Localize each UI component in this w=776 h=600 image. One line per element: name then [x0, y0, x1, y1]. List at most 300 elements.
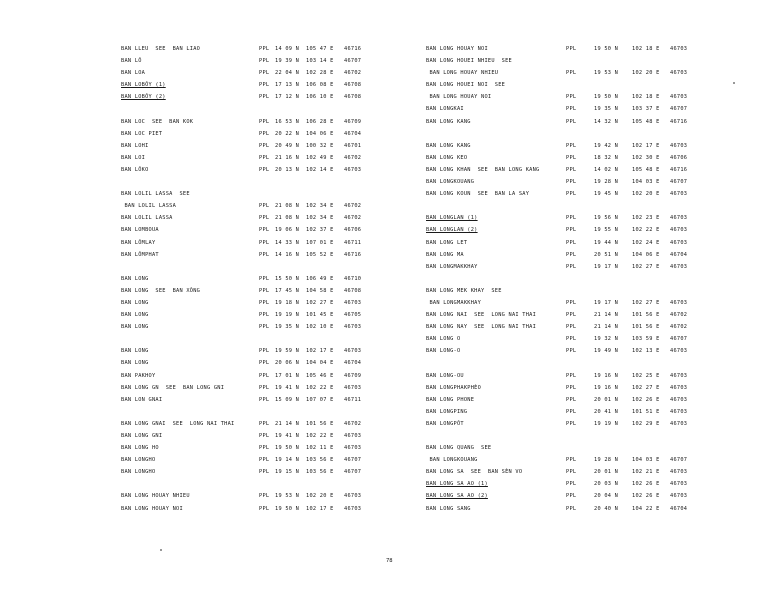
entry-longitude: 105 48 E — [632, 118, 660, 125]
entry-longitude: 105 47 E — [306, 46, 334, 52]
entry-type: PPL — [259, 275, 270, 282]
entry-map-sheet: 46704 — [670, 251, 688, 258]
entry-name: BAN LÔKO — [121, 166, 149, 173]
entry-name: BAN LONGMAKKHAY — [426, 263, 478, 270]
entry-type: PPL — [259, 142, 270, 149]
entry-map-sheet: 46703 — [344, 348, 362, 355]
entry-map-sheet: 46703 — [670, 348, 688, 355]
entry-type: PPL — [566, 336, 577, 343]
entry-longitude: 102 21 E — [632, 469, 660, 476]
entry-name: BAN LONG SEE BAN XÔNG — [121, 287, 201, 294]
entry-latitude: 20 40 N — [594, 505, 619, 512]
entry-longitude: 102 27 E — [632, 384, 660, 391]
entry-type: PPL — [259, 505, 270, 512]
entry-type: PPL — [566, 179, 577, 186]
entry-map-sheet: 46703 — [670, 142, 688, 149]
entry-latitude: 19 49 N — [594, 348, 619, 355]
entry-longitude: 102 28 E — [306, 70, 334, 77]
entry-map-sheet: 46716 — [344, 251, 362, 258]
entry-latitude: 19 35 N — [594, 106, 619, 113]
entry-map-sheet: 46702 — [344, 420, 362, 427]
entry-type: PPL — [259, 58, 270, 65]
entry-name: BAN LONGKOUANG — [426, 457, 478, 464]
entry-longitude: 104 22 E — [632, 505, 660, 512]
entry-latitude: 20 01 N — [594, 396, 619, 403]
entry-map-sheet: 46702 — [670, 312, 688, 319]
entry-longitude: 102 24 E — [632, 239, 660, 246]
entry-name: BAN LONG LET — [426, 239, 468, 246]
entry-type: PPL — [259, 227, 270, 234]
entry-name: BAN LONG SA AO (1) — [426, 481, 488, 488]
entry-name: BAN LONG HOUEI NHIEU SEE — [426, 58, 512, 65]
entry-name: BAN LONGPING — [426, 408, 468, 415]
entry-longitude: 102 25 E — [632, 372, 660, 379]
entry-longitude: 100 32 E — [306, 142, 334, 149]
entry-longitude: 102 18 E — [632, 46, 660, 52]
entry-type: PPL — [566, 469, 577, 476]
entry-name: BAN LONG — [121, 324, 149, 331]
entry-name: BAN LONG HOUAY NHIEU — [426, 70, 499, 77]
entry-name: BAN LONG SA SEE BAN SÈN VO — [426, 469, 523, 476]
entry-latitude: 19 32 N — [594, 336, 619, 343]
entry-type: PPL — [566, 70, 577, 77]
entry-latitude: 19 50 N — [275, 505, 300, 512]
entry-map-sheet: 46707 — [670, 457, 688, 464]
entry-name: BAN LÔMLAY — [121, 239, 156, 246]
entry-map-sheet: 46703 — [670, 94, 688, 101]
entry-name: BAN LONGMAKKHAY — [426, 299, 482, 306]
entry-name: BAN LOI — [121, 154, 146, 161]
entry-name: BAN LONG HO — [121, 445, 159, 452]
entry-name: BAN LONG — [121, 312, 149, 319]
entry-map-sheet: 46703 — [670, 299, 688, 306]
entry-name: BAN LONG O — [426, 336, 461, 343]
entry-longitude: 101 51 E — [632, 408, 660, 415]
entry-longitude: 101 56 E — [306, 420, 334, 427]
entry-type: PPL — [259, 493, 270, 500]
scan-speck — [733, 82, 735, 84]
entry-map-sheet: 46716 — [670, 118, 688, 125]
entry-name: BAN LONGHO — [121, 469, 156, 476]
entry-map-sheet: 46703 — [670, 469, 688, 476]
entry-name: BAN LÔ — [121, 58, 142, 65]
entry-type: PPL — [259, 287, 270, 294]
entry-name: BAN LONG HOUEI NOI SEE — [426, 82, 506, 89]
entry-type: PPL — [566, 384, 577, 391]
entry-map-sheet: 46703 — [670, 191, 688, 198]
entry-longitude: 103 56 E — [306, 469, 334, 476]
entry-latitude: 17 12 N — [275, 94, 300, 101]
entry-type: PPL — [259, 118, 270, 125]
entry-map-sheet: 46701 — [344, 142, 362, 149]
entry-type: PPL — [259, 384, 270, 391]
entry-name: BAN LONG KANG — [426, 118, 471, 125]
entry-name: BAN LONGLAN (1) — [426, 215, 478, 222]
page-number: 78 — [386, 558, 393, 564]
entry-map-sheet: 46707 — [344, 457, 362, 464]
entry-latitude: 17 13 N — [275, 82, 300, 89]
entry-latitude: 19 16 N — [594, 372, 619, 379]
scan-speck — [160, 549, 162, 551]
entry-longitude: 102 34 E — [306, 203, 334, 210]
entry-latitude: 19 55 N — [594, 227, 619, 234]
entry-longitude: 105 46 E — [306, 372, 334, 379]
entry-longitude: 102 27 E — [632, 299, 660, 306]
entry-longitude: 105 52 E — [306, 251, 334, 258]
entry-map-sheet: 46708 — [344, 94, 362, 101]
entry-type: PPL — [259, 348, 270, 355]
entry-name: BAN LONG MEK KHAY SEE — [426, 287, 502, 294]
entry-map-sheet: 46707 — [670, 106, 688, 113]
entry-type: PPL — [566, 312, 577, 319]
entry-longitude: 102 20 E — [306, 493, 334, 500]
entry-longitude: 102 18 E — [632, 94, 660, 101]
entry-name: BAN LOC SEE BAN KOK — [121, 118, 194, 125]
entry-map-sheet: 46708 — [344, 287, 362, 294]
entry-latitude: 19 28 N — [594, 457, 619, 464]
entry-map-sheet: 46703 — [670, 493, 688, 500]
entry-latitude: 14 09 N — [275, 46, 300, 52]
entry-map-sheet: 46703 — [670, 227, 688, 234]
entry-name: BAN LONGKOUANG — [426, 179, 475, 186]
entry-latitude: 19 19 N — [275, 312, 300, 319]
entry-map-sheet: 46703 — [344, 384, 362, 391]
entry-name: BAN LONG NAY SEE LONG NAI THAI — [426, 324, 537, 331]
entry-latitude: 20 04 N — [594, 493, 619, 500]
entry-name: BAN LOA — [121, 70, 146, 77]
entry-latitude: 18 32 N — [594, 154, 619, 161]
entry-latitude: 19 06 N — [275, 227, 300, 234]
entry-map-sheet: 46703 — [670, 396, 688, 403]
entry-map-sheet: 46703 — [670, 372, 688, 379]
entry-longitude: 102 10 E — [306, 324, 334, 331]
entry-map-sheet: 46703 — [344, 299, 362, 306]
entry-longitude: 102 22 E — [632, 227, 660, 234]
entry-map-sheet: 46704 — [670, 505, 688, 512]
entry-longitude: 104 06 E — [306, 130, 334, 137]
entry-type: PPL — [566, 396, 577, 403]
entry-map-sheet: 46703 — [670, 239, 688, 246]
entry-map-sheet: 46702 — [344, 215, 362, 222]
entry-name: BAN LONG — [121, 360, 149, 367]
entry-latitude: 19 42 N — [594, 142, 619, 149]
entry-name: BAN LLEU SEE BAN LIAO — [121, 46, 201, 52]
entry-longitude: 104 03 E — [632, 457, 660, 464]
entry-name: BAN LONGPHAKPHÈO — [426, 384, 482, 391]
entry-type: PPL — [259, 457, 270, 464]
entry-map-sheet: 46703 — [670, 481, 688, 488]
entry-longitude: 106 08 E — [306, 82, 334, 89]
entry-name: BAN LONG HOUAY NOI — [426, 94, 492, 101]
entry-map-sheet: 46703 — [670, 263, 688, 270]
entry-name: BAN LONGPÔT — [426, 420, 464, 427]
entry-type: PPL — [259, 215, 270, 222]
entry-longitude: 104 06 E — [632, 251, 660, 258]
entry-latitude: 19 50 N — [594, 94, 619, 101]
entry-map-sheet: 46703 — [344, 324, 362, 331]
entry-type: PPL — [259, 251, 270, 258]
entry-type: PPL — [566, 154, 577, 161]
entry-latitude: 19 39 N — [275, 58, 300, 65]
entry-latitude: 21 14 N — [275, 420, 300, 427]
entry-latitude: 19 44 N — [594, 239, 619, 246]
entry-type: PPL — [566, 166, 577, 173]
entry-latitude: 19 53 N — [275, 493, 300, 500]
entry-latitude: 15 50 N — [275, 275, 300, 282]
entry-name: BAN LONG GNI — [121, 433, 163, 439]
entry-name: BAN LONG KANG — [426, 142, 471, 149]
entry-latitude: 19 50 N — [275, 445, 300, 452]
entry-map-sheet: 46707 — [344, 469, 362, 476]
entry-name: BAN LOLIL LASSA — [121, 215, 173, 222]
entry-name: BAN LONG GNAI SEE LONG NAI THAI — [121, 420, 235, 427]
entry-name: BAN LON GNAI — [121, 396, 163, 403]
entry-name: BAN LONG-OU — [426, 372, 464, 379]
entry-latitude: 20 22 N — [275, 130, 300, 137]
entry-type: PPL — [566, 324, 577, 331]
entry-map-sheet: 46702 — [344, 203, 362, 210]
entry-latitude: 17 45 N — [275, 287, 300, 294]
entry-latitude: 19 35 N — [275, 324, 300, 331]
entry-longitude: 104 04 E — [306, 360, 334, 367]
entry-latitude: 19 56 N — [594, 215, 619, 222]
entry-name: BAN LOBÔY (2) — [121, 94, 166, 101]
entry-type: PPL — [259, 166, 270, 173]
entry-longitude: 102 30 E — [632, 154, 660, 161]
entry-longitude: 102 26 E — [632, 396, 660, 403]
entry-latitude: 19 50 N — [594, 46, 619, 52]
entry-longitude: 102 20 E — [632, 191, 660, 198]
entry-map-sheet: 46703 — [670, 420, 688, 427]
entry-type: PPL — [566, 493, 577, 500]
entry-name: BAN LOHI — [121, 142, 149, 149]
entry-type: PPL — [566, 106, 577, 113]
entry-type: PPL — [566, 263, 577, 270]
entry-latitude: 22 04 N — [275, 70, 300, 77]
entry-name: BAN LONG SANG — [426, 505, 471, 512]
entry-latitude: 14 16 N — [275, 251, 300, 258]
entry-type: PPL — [259, 46, 270, 52]
entry-longitude: 102 34 E — [306, 215, 334, 222]
entry-name: BAN LONG SA AO (2) — [426, 493, 488, 500]
entry-type: PPL — [566, 94, 577, 101]
entry-name: BAN LOC PIET — [121, 130, 163, 137]
entry-latitude: 21 08 N — [275, 203, 300, 210]
entry-map-sheet: 46716 — [670, 166, 688, 173]
entry-map-sheet: 46707 — [670, 179, 688, 186]
entry-type: PPL — [566, 457, 577, 464]
entry-type: PPL — [566, 505, 577, 512]
entry-name: BAN LONG MA — [426, 251, 464, 258]
entry-longitude: 102 26 E — [632, 493, 660, 500]
entry-latitude: 19 16 N — [594, 384, 619, 391]
entry-map-sheet: 46703 — [344, 433, 362, 439]
entry-type: PPL — [259, 372, 270, 379]
entry-map-sheet: 46707 — [670, 336, 688, 343]
entry-map-sheet: 46710 — [344, 275, 362, 282]
entry-type: PPL — [259, 70, 270, 77]
entry-type: PPL — [566, 191, 577, 198]
entry-latitude: 17 01 N — [275, 372, 300, 379]
entry-map-sheet: 46703 — [344, 166, 362, 173]
entry-latitude: 20 06 N — [275, 360, 300, 367]
entry-longitude: 103 56 E — [306, 457, 334, 464]
entry-map-sheet: 46703 — [670, 384, 688, 391]
entry-type: PPL — [566, 420, 577, 427]
entry-type: PPL — [566, 118, 577, 125]
entry-latitude: 14 33 N — [275, 239, 300, 246]
entry-name: BAN LONGHO — [121, 457, 156, 464]
entry-latitude: 21 14 N — [594, 324, 619, 331]
entry-name: BAN LONG-O — [426, 348, 461, 355]
entry-latitude: 20 51 N — [594, 251, 619, 258]
entry-type: PPL — [566, 46, 577, 52]
entry-type: PPL — [566, 408, 577, 415]
entry-longitude: 104 03 E — [632, 179, 660, 186]
entry-name: BAN LONG — [121, 299, 149, 306]
entry-longitude: 104 58 E — [306, 287, 334, 294]
entry-latitude: 19 15 N — [275, 469, 300, 476]
entry-longitude: 101 56 E — [632, 312, 660, 319]
entry-name: BAN LONGKAI — [426, 106, 464, 113]
entry-map-sheet: 46703 — [344, 445, 362, 452]
entry-map-sheet: 46703 — [670, 46, 688, 52]
entry-longitude: 105 48 E — [632, 166, 660, 173]
entry-type: PPL — [259, 94, 270, 101]
entry-latitude: 20 41 N — [594, 408, 619, 415]
entry-map-sheet: 46703 — [670, 408, 688, 415]
entry-map-sheet: 46706 — [344, 227, 362, 234]
entry-longitude: 102 29 E — [632, 420, 660, 427]
entry-latitude: 14 32 N — [594, 118, 619, 125]
entry-map-sheet: 46707 — [344, 58, 362, 65]
entry-map-sheet: 46703 — [670, 215, 688, 222]
entry-type: PPL — [259, 312, 270, 319]
entry-latitude: 19 41 N — [275, 384, 300, 391]
entry-longitude: 102 13 E — [632, 348, 660, 355]
entry-latitude: 16 53 N — [275, 118, 300, 125]
entry-longitude: 106 28 E — [306, 118, 334, 125]
entry-map-sheet: 46703 — [670, 70, 688, 77]
entry-map-sheet: 46703 — [344, 505, 362, 512]
entry-name: BAN LONG — [121, 348, 149, 355]
entry-type: PPL — [259, 130, 270, 137]
entry-type: PPL — [259, 203, 270, 210]
entry-type: PPL — [566, 251, 577, 258]
entry-type: PPL — [259, 239, 270, 246]
entry-map-sheet: 46705 — [344, 312, 362, 319]
entry-type: PPL — [566, 227, 577, 234]
entry-latitude: 21 08 N — [275, 215, 300, 222]
entry-map-sheet: 46704 — [344, 130, 362, 137]
entry-latitude: 14 02 N — [594, 166, 619, 173]
entry-type: PPL — [566, 372, 577, 379]
entry-latitude: 19 17 N — [594, 299, 619, 306]
entry-map-sheet: 46709 — [344, 118, 362, 125]
entry-name: BAN LONG HOUAY NHIEU — [121, 493, 190, 500]
entry-longitude: 103 59 E — [632, 336, 660, 343]
entry-name: BAN LONG HOUAY NOI — [426, 46, 488, 52]
entry-longitude: 102 49 E — [306, 154, 334, 161]
entry-name: BAN LONG KOUN SEE BAN LA SAY — [426, 191, 530, 198]
entry-latitude: 20 01 N — [594, 469, 619, 476]
entry-latitude: 19 17 N — [594, 263, 619, 270]
entry-map-sheet: 46702 — [670, 324, 688, 331]
entry-longitude: 102 23 E — [632, 215, 660, 222]
entry-name: BAN LOLIL LASSA SEE — [121, 191, 190, 198]
entry-longitude: 102 37 E — [306, 227, 334, 234]
entry-type: PPL — [566, 142, 577, 149]
entry-latitude: 20 03 N — [594, 481, 619, 488]
entry-type: PPL — [259, 299, 270, 306]
entry-name: BAN LOLIL LASSA — [121, 203, 177, 210]
entry-longitude: 102 22 E — [306, 433, 334, 439]
entry-latitude: 19 14 N — [275, 457, 300, 464]
entry-latitude: 19 41 N — [275, 433, 300, 439]
entry-map-sheet: 46704 — [344, 360, 362, 367]
entry-type: PPL — [259, 445, 270, 452]
entry-latitude: 20 49 N — [275, 142, 300, 149]
entry-name: BAN LONG HOUAY NOI — [121, 505, 183, 512]
entry-longitude: 102 17 E — [632, 142, 660, 149]
entry-latitude: 20 13 N — [275, 166, 300, 173]
entry-name: BAN LOMBOUA — [121, 227, 159, 234]
entry-name: BAN LONG PHONE — [426, 396, 475, 403]
entry-longitude: 102 14 E — [306, 166, 334, 173]
entry-longitude: 102 27 E — [632, 263, 660, 270]
entry-latitude: 19 19 N — [594, 420, 619, 427]
entry-name: BAN LONGLAN (2) — [426, 227, 478, 234]
entry-type: PPL — [259, 360, 270, 367]
entry-longitude: 101 56 E — [632, 324, 660, 331]
entry-type: PPL — [259, 396, 270, 403]
entry-longitude: 106 10 E — [306, 94, 334, 101]
entry-name: BAN LONG QUANG SEE — [426, 445, 492, 452]
entry-map-sheet: 46711 — [344, 396, 362, 403]
entry-longitude: 102 27 E — [306, 299, 334, 306]
entry-map-sheet: 46706 — [670, 154, 688, 161]
entry-type: PPL — [566, 348, 577, 355]
entry-name: BAN LONG KEO — [426, 154, 468, 161]
entry-map-sheet: 46711 — [344, 239, 362, 246]
entry-type: PPL — [259, 433, 270, 439]
entry-type: PPL — [259, 469, 270, 476]
entry-name: BAN LOBÔY (1) — [121, 82, 166, 89]
entry-map-sheet: 46702 — [344, 154, 362, 161]
entry-latitude: 19 53 N — [594, 70, 619, 77]
entry-name: BAN LONG — [121, 275, 149, 282]
entry-longitude: 107 01 E — [306, 239, 334, 246]
entry-longitude: 103 37 E — [632, 106, 660, 113]
entry-type: PPL — [259, 324, 270, 331]
entry-latitude: 19 18 N — [275, 299, 300, 306]
entry-type: PPL — [566, 299, 577, 306]
entry-type: PPL — [566, 215, 577, 222]
entry-latitude: 19 28 N — [594, 179, 619, 186]
entry-longitude: 102 26 E — [632, 481, 660, 488]
entry-map-sheet: 46703 — [344, 493, 362, 500]
entry-latitude: 19 59 N — [275, 348, 300, 355]
entry-map-sheet: 46708 — [344, 82, 362, 89]
entry-type: PPL — [259, 154, 270, 161]
entry-longitude: 107 07 E — [306, 396, 334, 403]
entry-longitude: 102 11 E — [306, 445, 334, 452]
entry-type: PPL — [566, 239, 577, 246]
entry-longitude: 102 20 E — [632, 70, 660, 77]
entry-longitude: 101 45 E — [306, 312, 334, 319]
entry-type: PPL — [259, 82, 270, 89]
entry-name: BAN LONG KHAN SEE BAN LONG KANG — [426, 166, 540, 173]
